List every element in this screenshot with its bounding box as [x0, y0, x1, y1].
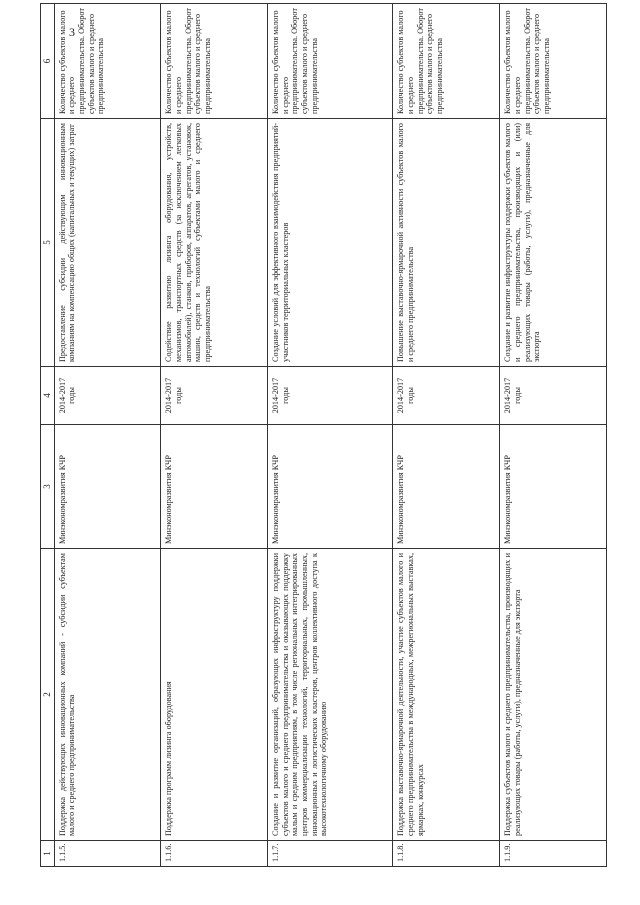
indicator-cell: Количество субъектов малого и среднего предпринимательства. Оборот субъектов малого и среднего предпринимательства: [161, 4, 268, 119]
result-cell: Предоставление субсидии действующим инновационным компаниям на компенсацию общих (капитальных и текущих) затрат: [54, 119, 161, 367]
period-cell: 2014-2017 годы: [268, 367, 393, 425]
executor-cell: Минэкономразвития КЧР: [54, 425, 161, 549]
result-cell: Повышение выставочно-ярмарочной активности субъектов малого и среднего предпринимательства: [393, 119, 500, 367]
measure-cell: Создание и развитие организаций, образующих инфраструктуру поддержки субъектов малого и среднего предпринимательства и оказывающих поддержку малым и средним предприятиям, в том числе региональных интегрированных центров коммерциализации технологий, территориальных, промышленных, инновационных и логистических кластеров, центров коллективного доступа к высокотехнологичному оборудованию: [268, 549, 393, 841]
table-row: [500, 4, 607, 867]
period-cell: 2014-2017 годы: [500, 367, 607, 425]
measure-cell: Поддержка действующих инновационных компаний - субсидии субъектам малого и среднего предпринимательства: [54, 549, 161, 841]
result-cell: Создание условий для эффективного взаимодействия предприятий-участников территориальных кластеров: [268, 119, 393, 367]
period-cell: 2014-2017 годы: [393, 367, 500, 425]
column-number: 1: [41, 841, 55, 867]
executor-cell: Минэкономразвития КЧР: [268, 425, 393, 549]
row-number: 1.1.9.: [500, 841, 607, 867]
period-cell: 2014-2017 годы: [54, 367, 161, 425]
result-cell: Содействие развитию лизинга оборудования, устройств, механизмов, транспортных средств (за исключением легковых автомобилей), станков, приборов, аппаратов, агрегатов, установок, машин, средств и технологий субъектами малого и среднего предпринимательства: [161, 119, 268, 367]
row-number: 1.1.6.: [161, 841, 268, 867]
rotated-table-container: [40, 4, 607, 867]
table-row: [161, 4, 268, 867]
table-row: [393, 4, 500, 867]
row-number: 1.1.7.: [268, 841, 393, 867]
period-cell: 2014-2017 годы: [161, 367, 268, 425]
page-number: 3: [69, 25, 75, 39]
column-number: 6: [41, 4, 55, 119]
measures-table: [40, 3, 607, 867]
measure-cell: Поддержка выставочно-ярмарочной деятельности, участие субъектов малого и среднего предпринимательства в международных, межрегиональных выставках, ярмарках, конкурсах: [393, 549, 500, 841]
measure-cell: Поддержка программ лизинга оборудования: [161, 549, 268, 841]
indicator-cell: Количество субъектов малого и среднего предпринимательства. Оборот субъектов малого и среднего предпринимательства: [268, 4, 393, 119]
table-row: [268, 4, 393, 867]
column-number: 3: [41, 425, 55, 549]
result-cell: Создание и развитие инфраструктуры поддержки субъектов малого и среднего предпринимательства, производящих и (или) реализующих товары (работы, услуги), предназначенные для экспорта: [500, 119, 607, 367]
column-number: 4: [41, 367, 55, 425]
executor-cell: Минэкономразвития КЧР: [393, 425, 500, 549]
table-row: [54, 4, 161, 867]
column-number: 5: [41, 119, 55, 367]
executor-cell: Минэкономразвития КЧР: [500, 425, 607, 549]
indicator-cell: Количество субъектов малого и среднего предпринимательства. Оборот субъектов малого и среднего предпринимательства: [500, 4, 607, 119]
row-number: 1.1.5.: [54, 841, 161, 867]
measure-cell: Поддержка субъектов малого и среднего предпринимательства, производящих и реализующих товары (работы, услуги), предназначенные для экспорта: [500, 549, 607, 841]
indicator-cell: Количество субъектов малого и среднего предпринимательства. Оборот субъектов малого и среднего предпринимательства: [54, 4, 161, 119]
column-number: 2: [41, 549, 55, 841]
row-number: 1.1.8.: [393, 841, 500, 867]
column-number-row: [41, 4, 55, 867]
executor-cell: Минэкономразвития КЧР: [161, 425, 268, 549]
indicator-cell: Количество субъектов малого и среднего предпринимательства. Оборот субъектов малого и среднего предпринимательства: [393, 4, 500, 119]
